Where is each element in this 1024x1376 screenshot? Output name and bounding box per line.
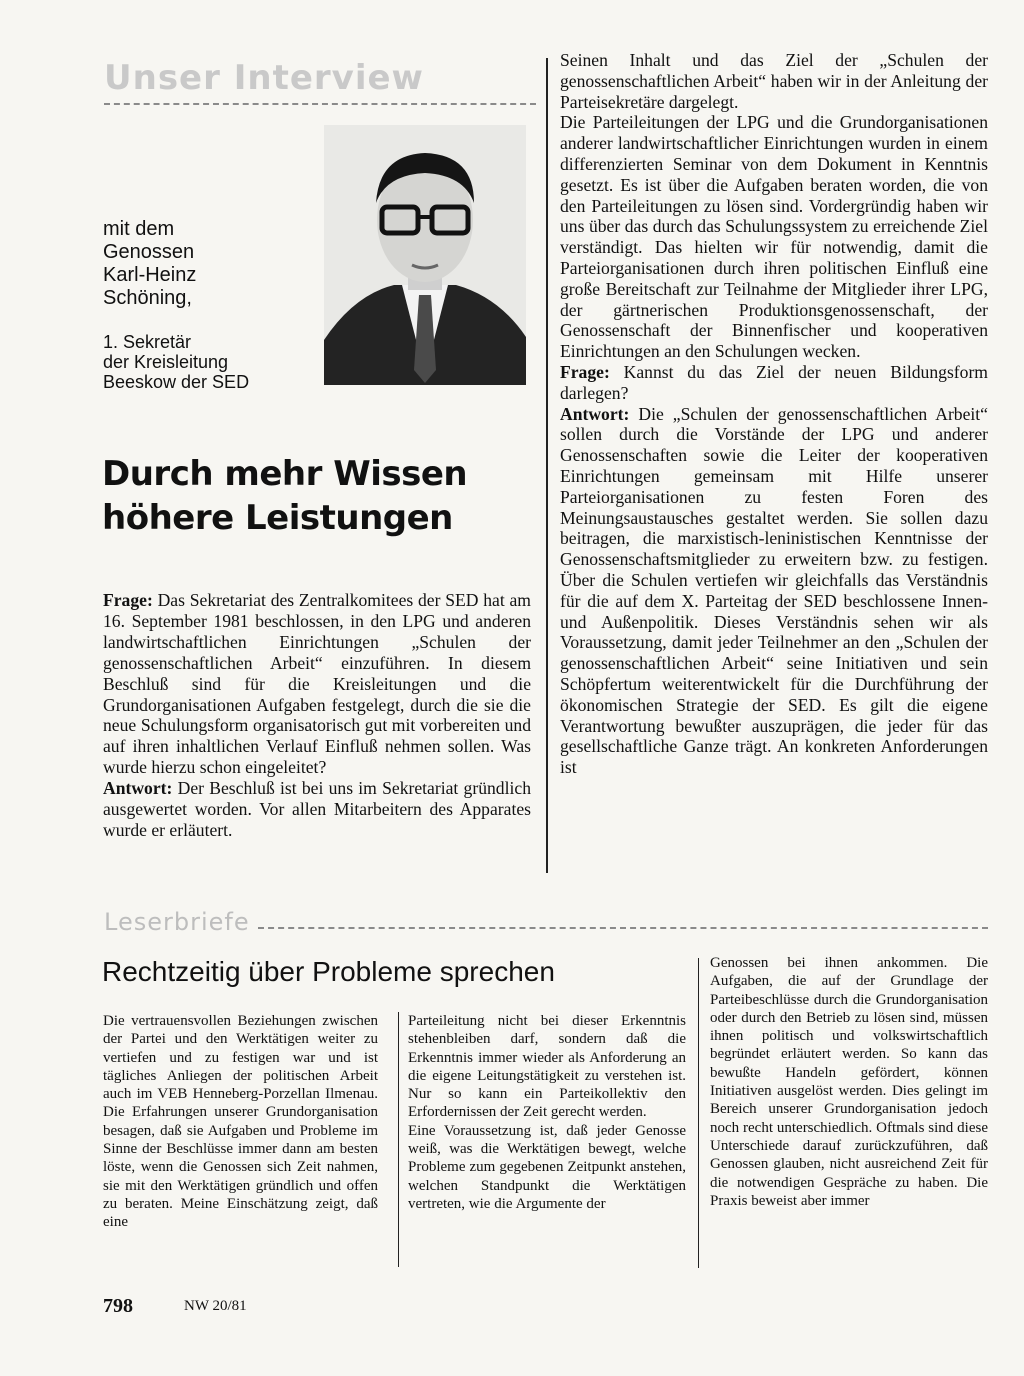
letter-paragraph: Eine Voraussetzung ist, daß jeder Genosse weiß, was die Werktätigen bewegt, welche Probleme zum gegebenen Zeitpunkt anstehen, welchen Standpunkt die Werktätigen vertreten, wie die Argumente der [408, 1122, 686, 1212]
letters-column-3 [710, 954, 988, 1210]
column-divider [546, 58, 548, 873]
section-title-interview: Unser Interview [104, 58, 424, 98]
letter-paragraph: Die vertrauensvollen Beziehungen zwischen der Partei und den Werktätigen weiter zu vertiefen und zu festigen war und ist tägliches Anliegen der politischen Arbeit auch im VEB Henneberg-Porzellan Ilmenau. Die Erfahrungen unserer Grundorganisation besagen, daß sie Aufgaben und Probleme im Sinne der Beschlüsse immer dann am besten löste, wenn die Genossen sich Zeit nahmen, sie mit den Werktätigen gründlich und offen zu beraten. Meine Einschätzung zeigt, daß eine [103, 1013, 378, 1231]
letters-divider-1 [398, 1012, 399, 1267]
letters-headline: Rechtzeitig über Probleme sprechen [102, 956, 555, 987]
page-number: 798 [103, 1295, 133, 1317]
answer-paragraph [560, 404, 988, 778]
qa-text: Das Sekretariat des Zentralkomitees der SED hat am 16. September 1981 beschlossen, in den LPG und anderen landwirtschaftlichen Einrichtungen „Schulen der genossenschaftlichen Arbeit“ einzuführen. In diesem Beschluß sind für die Kreisleitungen und die Grundorganisationen Aufgaben festgelegt, durch die sie die neue Schulungsform organisatorisch gut mit vorbereiten und auf ihren inhaltlichen Verlauf Einfluß nehmen sollen. Was wurde hierzu schon eingeleitet? [103, 590, 531, 778]
interview-with-text: mit dem Genossen Karl-Heinz Schöning, [103, 218, 197, 309]
section-rule-interview [104, 103, 536, 105]
question-paragraph [560, 362, 988, 404]
qa-text: Kannst du das Ziel der neuen Bildungsform darlegen? [560, 361, 988, 403]
body-paragraph [560, 112, 988, 362]
letters-divider-2 [698, 958, 699, 1268]
portrait-photo [324, 125, 526, 385]
interviewee-role: 1. Sekretär der Kreisleitung Beeskow der SED [103, 332, 250, 392]
qa-text: Die Parteileitungen der LPG und die Grundorganisationen anderer landwirtschaftlicher Einrichtungen wurden in einem differenzierten Seminar von dem Dokument in Kenntnis gesetzt. Es ist über die Aufgaben beraten worden, die von den Parteileitungen zu lösen sind. Vordergründig haben wir uns über das durch das Schulungssystem zu erreichende Ziel verständigt. Das hielten wir für notwendig, damit die Parteiorganisationen durch ihren politischen Einfluß eine große Bereitschaft zur Teilnahme der Mitglieder ihrer LPG, der gärtnerischen Produktionsgenossenschaft, der Genossenschaft der Binnenfischer und kooperativen Einrichtungen an den Schulungen wecken. [560, 112, 988, 362]
letter-paragraph: Genossen bei ihnen ankommen. Die Aufgaben, die auf der Grundlage der Parteibeschlüsse durch die Grundorganisation oder durch den Betrieb zu lösen sind, müssen ihnen politisch und volkswirtschaftlich begründet erläutert werden. So kann das bewußte Handeln gefördert, können Initiativen ausgelöst werden. Dies gelingt im Bereich unserer Grundorganisation jedoch noch recht unterschiedlich. Oftmals sind diese Unterschiede darauf zurückzuführen, daß Genossen glauben, nicht ausreichend Zeit für die notwendigen Gespräche zu haben. Die Praxis beweist aber immer [710, 955, 988, 1209]
question-paragraph [103, 590, 531, 778]
interview-right-column [560, 50, 988, 778]
qa-text: Die „Schulen der genossenschaftlichen Arbeit“ sollen durch die Vorstände der LPG und anderer Genossenschaften sowie die Leiter der kooperativen Einrichtungen gemeinsam mit Hilfe unserer Parteiorganisationen zu festen Foren des Meinungsaustausches gestaltet werden. Sie sollen dazu beitragen, die marxistisch-leninistischen Kenntnisse der Genossenschaftsmitglieder zu erweitern bzw. zu festigen. Über die Schulen vertiefen wir gleichfalls das Verständnis für die auf dem X. Parteitag der SED beschlossene Innen- und Außenpolitik. Dieses Verständnis sehen wir als Voraussetzung, damit jeder Teilnehmer an den „Schulen der genossenschaftlichen Arbeit“ seine Initiativen und sein Schöpfertum weiterentwickelt für die Durchführung der ökonomischen Strategie der SED. Es gilt die eigene Verantwortung bewußter auszuprägen, die jeder für das gesellschaftliche Ganze trägt. An konkreten Anforderungen ist [560, 403, 988, 778]
qa-label: Frage: [103, 590, 153, 610]
qa-label: Antwort: [103, 778, 173, 799]
qa-label: Antwort: [560, 403, 630, 424]
qa-label: Frage: [560, 361, 610, 382]
body-paragraph [560, 50, 988, 112]
section-rule-letters [258, 927, 988, 929]
answer-paragraph [103, 778, 531, 841]
qa-text: Seinen Inhalt und das Ziel der „Schulen der genossenschaftlichen Arbeit“ haben wir in der Anleitung der Parteisekretäre dargelegt. [560, 50, 988, 112]
letter-paragraph: Parteileitung nicht bei dieser Erkenntnis stehenbleiben darf, sondern daß die Erkenntnis immer wieder als Anforderung an die eigene Leitungstätigkeit zu verstehen ist. Nur so kann ein Parteikollektiv den Erfordernissen der Zeit gerecht werden. [408, 1013, 686, 1121]
issue-number: NW 20/81 [184, 1298, 247, 1314]
letters-column-2 [408, 1012, 686, 1213]
letters-column-1 [103, 1012, 378, 1232]
qa-text: Der Beschluß ist bei uns im Sekretariat gründlich ausgewertet worden. Vor allen Mitarbeitern des Apparates wurde er erläutert. [103, 778, 531, 840]
interview-headline: Durch mehr Wissen höhere Leistungen [102, 454, 468, 538]
section-title-letters: Leserbriefe [104, 908, 250, 936]
interview-left-column [103, 590, 531, 841]
